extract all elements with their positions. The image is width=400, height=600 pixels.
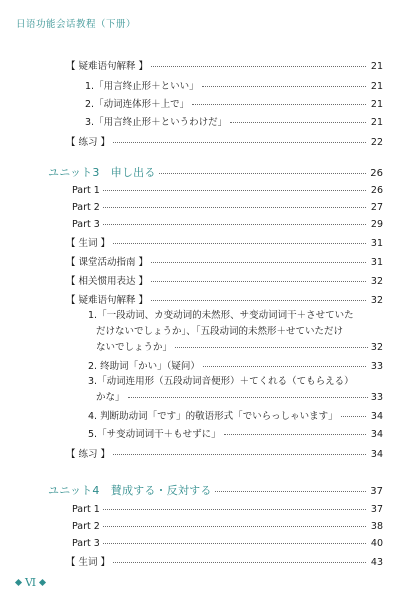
- dot-leader: [113, 454, 366, 455]
- toc-entry-label: 【 练习 】: [66, 449, 111, 460]
- toc-entry-page: 21: [370, 61, 383, 72]
- dot-leader: [215, 491, 366, 492]
- running-header: 日语功能会话教程（下册）: [16, 19, 137, 30]
- toc-entry-page: 31: [370, 257, 383, 268]
- toc-entry-page: 31: [370, 238, 383, 249]
- dot-leader: [224, 434, 366, 435]
- dot-leader: [103, 509, 366, 510]
- toc-entry-page: 33: [370, 392, 383, 403]
- page-number: [16, 576, 45, 589]
- dot-leader: [113, 243, 366, 244]
- toc-entry[interactable]: [66, 238, 383, 250]
- toc-entry-multiline[interactable]: [88, 374, 383, 406]
- toc-entry-page: 26: [370, 168, 383, 179]
- dot-leader: [159, 173, 366, 174]
- toc-entry-line: ないでしょうか」: [96, 342, 173, 353]
- toc-entry-page: 43: [370, 557, 383, 568]
- toc-entry-page: 21: [370, 81, 383, 92]
- diamond-icon: [15, 579, 22, 586]
- toc-entry[interactable]: [66, 295, 383, 307]
- toc-entry-line: 1.「一段动词、カ变动词的未然形、サ变动词词干＋させていた: [88, 310, 354, 321]
- toc-entry[interactable]: [88, 411, 383, 423]
- toc-entry-page: 32: [370, 295, 383, 306]
- toc-entry-label: Part 1: [72, 185, 100, 196]
- toc-entry[interactable]: [85, 117, 383, 129]
- toc-entry-label: 【 疑难语句解释 】: [66, 295, 149, 306]
- dot-leader: [103, 190, 366, 191]
- dot-leader: [103, 526, 366, 527]
- dot-leader: [341, 416, 366, 417]
- toc-entry-page: 37: [370, 504, 383, 515]
- dot-leader: [175, 347, 368, 348]
- toc-entry-label: Part 1: [72, 504, 100, 515]
- toc-entry-lastline: [88, 390, 383, 406]
- dot-leader: [151, 281, 366, 282]
- toc-entry-page: 40: [370, 538, 383, 549]
- dot-leader: [151, 300, 366, 301]
- diamond-icon: [39, 579, 46, 586]
- toc-entry-label: 【 相关惯用表达 】: [66, 276, 149, 287]
- toc-entry[interactable]: [72, 521, 383, 533]
- dot-leader: [103, 207, 366, 208]
- toc-entry[interactable]: [66, 557, 383, 569]
- toc-entry-line: かな」: [96, 392, 125, 403]
- dot-leader: [151, 66, 366, 67]
- toc-entry-page: 29: [370, 219, 383, 230]
- toc-entry[interactable]: [72, 538, 383, 550]
- dot-leader: [202, 86, 366, 87]
- toc-entry-multiline[interactable]: [88, 308, 383, 356]
- toc-entry-page: 38: [370, 521, 383, 532]
- toc-entry[interactable]: [88, 429, 383, 441]
- dot-leader: [113, 142, 366, 143]
- dot-leader: [103, 224, 366, 225]
- toc-entry-page: 21: [370, 99, 383, 110]
- toc-entry-label: 【 练习 】: [66, 137, 111, 148]
- toc-entry-page: 34: [370, 449, 383, 460]
- toc-entry[interactable]: [72, 185, 383, 197]
- page-number-text: Ⅵ: [25, 576, 37, 589]
- toc-entry-label: Part 2: [72, 521, 100, 532]
- dot-leader: [230, 122, 366, 123]
- toc-entry-line: だけないでしょうか」、「五段动词的未然形＋せていただけ: [96, 326, 344, 337]
- dot-leader: [151, 262, 366, 263]
- toc-entry-page: 21: [370, 117, 383, 128]
- toc-entry-label: 【 生词 】: [66, 557, 111, 568]
- toc-entry-line: 3.「动词连用形（五段动词音便形）＋てくれる（てもらえる）: [88, 376, 354, 387]
- dot-leader: [192, 104, 366, 105]
- toc-entry-page: 27: [370, 202, 383, 213]
- toc-entry-label: 2.「动词连体形＋上で」: [85, 99, 190, 110]
- toc-entry-page: 37: [370, 486, 383, 497]
- toc-entry[interactable]: [72, 202, 383, 214]
- toc-entry-label: 【 疑难语句解释 】: [66, 61, 149, 72]
- toc-entry-page: 22: [370, 137, 383, 148]
- toc-entry[interactable]: [88, 361, 383, 373]
- toc-entry[interactable]: [72, 504, 383, 516]
- toc-entry-label: 【 生词 】: [66, 238, 111, 249]
- toc-entry[interactable]: [85, 81, 383, 93]
- toc-entry[interactable]: [85, 99, 383, 111]
- toc-entry-label: Part 3: [72, 219, 100, 230]
- toc-entry[interactable]: [66, 276, 383, 288]
- toc-entry-label: 4. 判断助动词「です」的敬语形式「でいらっしゃいます」: [88, 411, 338, 422]
- toc-unit-title: ユニット3 申し出る: [48, 166, 156, 179]
- dot-leader: [113, 562, 366, 563]
- toc-entry-page: 26: [370, 185, 383, 196]
- toc-entry-label: Part 2: [72, 202, 100, 213]
- toc-entry-label: 【 课堂活动指南 】: [66, 257, 149, 268]
- dot-leader: [103, 543, 366, 544]
- toc-entry-label: 5.「サ变动词词干＋もせずに」: [88, 429, 221, 440]
- toc-entry-label: 1.「用言终止形＋といい」: [85, 81, 199, 92]
- toc-entry[interactable]: [72, 219, 383, 231]
- toc-entry-lastline: [88, 340, 383, 356]
- toc-entry-label: 2. 终助词「かい」（疑问）: [88, 361, 200, 372]
- toc-entry-page: 34: [370, 411, 383, 422]
- toc-entry-page: 34: [370, 429, 383, 440]
- toc-entry-label: Part 3: [72, 538, 100, 549]
- toc-entry[interactable]: [66, 137, 383, 149]
- dot-leader: [203, 366, 366, 367]
- toc-entry-page: 33: [370, 361, 383, 372]
- toc-entry-page: 32: [370, 342, 383, 353]
- toc-entry-page: 32: [370, 276, 383, 287]
- toc-entry[interactable]: [66, 449, 383, 461]
- toc-unit-title: ユニット4 賛成する・反対する: [48, 484, 212, 497]
- toc-unit-heading[interactable]: [48, 167, 383, 180]
- toc-entry[interactable]: [66, 257, 383, 269]
- toc-unit-heading[interactable]: [48, 485, 383, 498]
- dot-leader: [128, 397, 368, 398]
- toc-entry-label: 3.「用言终止形＋というわけだ」: [85, 117, 228, 128]
- toc-entry[interactable]: [66, 61, 383, 73]
